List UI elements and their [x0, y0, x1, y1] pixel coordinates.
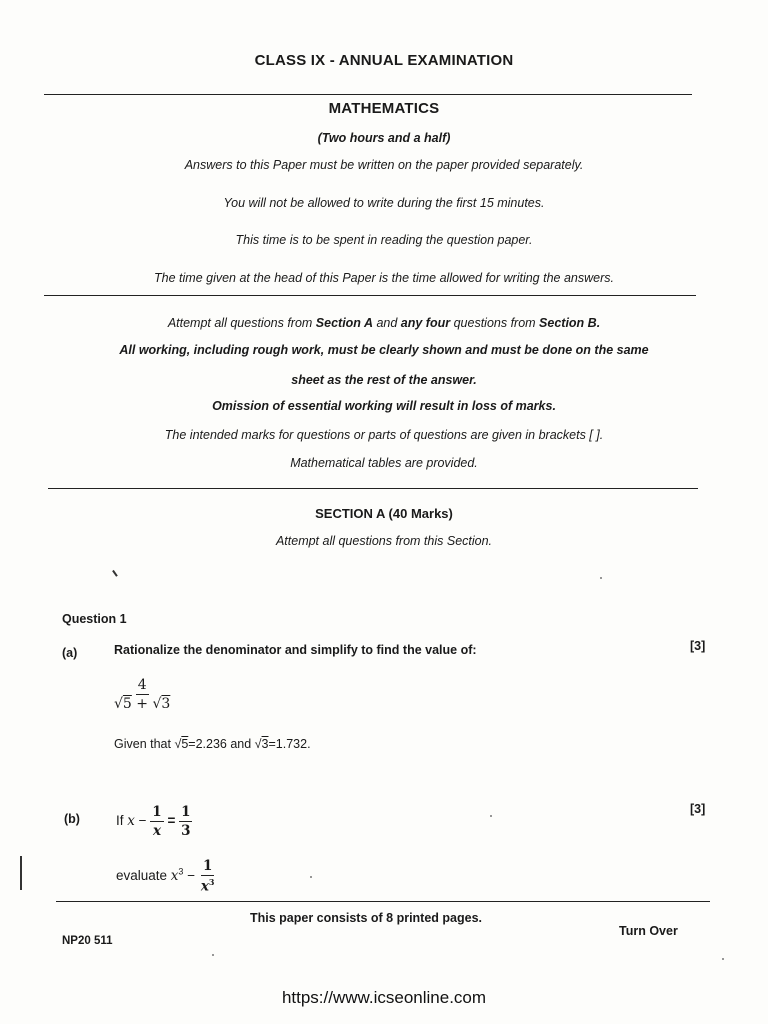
section-subheading: Attempt all questions from this Section.: [275, 534, 493, 548]
fraction-denominator: √5 + √3: [114, 696, 171, 712]
subject-title: MATHEMATICS: [328, 100, 440, 117]
marks-badge: [3]: [690, 639, 706, 653]
marks-badge: [3]: [690, 802, 706, 816]
instruction-line: The time given at the head of this Paper is the time allowed for writing the answers.: [154, 271, 614, 285]
turn-over-text: Turn Over: [619, 924, 678, 938]
general-instruction-line: Omission of essential working will result in loss of marks.: [212, 399, 556, 413]
divider-rule: [44, 94, 692, 95]
divider-rule: [48, 488, 698, 489]
section-heading: SECTION A (40 Marks): [315, 506, 453, 521]
fraction: $\frac{1}{x^3}$: [200, 858, 215, 895]
general-instruction-line: Mathematical tables are provided.: [290, 456, 478, 470]
scan-mark: [112, 570, 117, 577]
divider-rule: [44, 295, 696, 296]
duration-text: (Two hours and a half): [317, 131, 451, 145]
question-text: Rationalize the denominator and simplify to find the value of:: [114, 643, 477, 657]
question-title: Question 1: [62, 612, 127, 626]
instruction-line: You will not be allowed to write during the first 15 minutes.: [223, 196, 545, 210]
footer-rule: [56, 901, 710, 902]
website-url: https://www.icseonline.com: [281, 988, 487, 1007]
paper-code: NP20 511: [62, 935, 113, 947]
general-instruction-line: The intended marks for questions or parts of questions are given in brackets [ ].: [164, 428, 604, 442]
general-instruction-line: All working, including rough work, must be clearly shown and must be done on the same: [119, 343, 649, 357]
part-label: (a): [62, 646, 78, 660]
fraction-expression: [112, 677, 172, 712]
scan-mark: [212, 954, 214, 956]
pages-note: This paper consists of 8 printed pages.: [250, 911, 482, 925]
scan-mark: [600, 577, 602, 579]
scan-mark: [310, 876, 312, 878]
fraction: $\frac{1}{3}$: [181, 804, 191, 839]
scan-mark: [20, 856, 22, 890]
scan-mark: [722, 958, 724, 960]
given-values: Given that √5=2.236 and √3=1.732.: [114, 737, 311, 751]
general-instruction-line: sheet as the rest of the answer.: [291, 373, 477, 387]
part-label: (b): [64, 812, 80, 826]
instruction-line: Answers to this Paper must be written on the paper provided separately.: [184, 158, 584, 172]
evaluate-expression: evaluate $x^3$ − $\frac{1}{x^3}$: [116, 858, 215, 895]
fraction-numerator: 4: [137, 677, 147, 693]
condition-expression: If x − $\frac{1}{x}$ = $\frac{1}{3}$: [116, 804, 191, 839]
instruction-line: This time is to be spent in reading the question paper.: [235, 233, 533, 247]
exam-title: CLASS IX - ANNUAL EXAMINATION: [254, 52, 514, 69]
scan-mark: [490, 815, 492, 817]
fraction: $\frac{1}{x}$: [152, 804, 162, 839]
general-instruction-line: Attempt all questions from Section A and any four questions from Section B.: [167, 316, 601, 330]
